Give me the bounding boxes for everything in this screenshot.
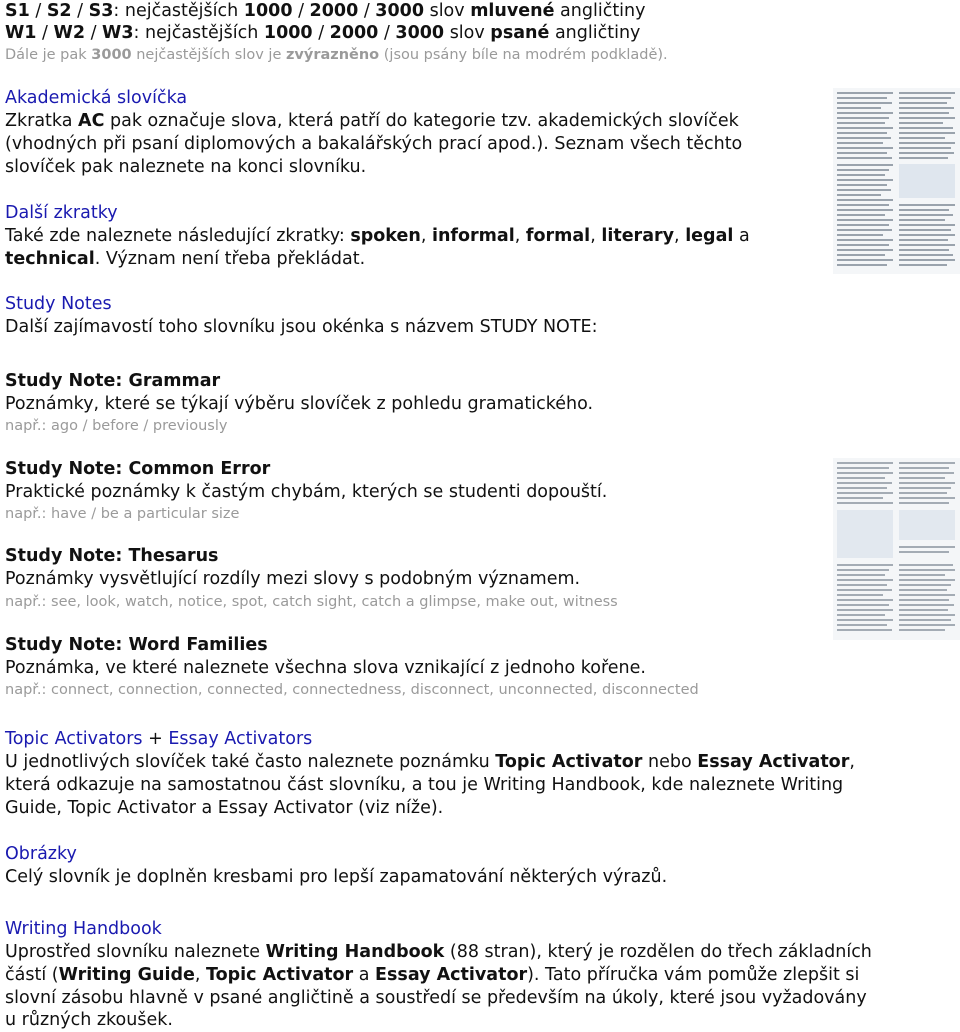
note-example: např.: see, look, watch, notice, spot, catch sight, catch a glimpse, make out, witness [5,594,618,610]
intro-line-written: W1 / W2 / W3: nejčastějších 1000 / 2000 / 3000 slov psané angličtiny [5,23,641,43]
handbook-text-line: částí (Writing Guide, Topic Activator a Essay Activator). Tato příručka vám pomůže zlepšit si [5,965,860,985]
abbrev-text-line: Také zde naleznete následující zkratky: spoken, informal, formal, literary, legal a [5,226,750,246]
note-desc: Poznámky vysvětlující rozdíly mezi slovy s podobným významem. [5,569,581,589]
dictionary-page-thumbnail [833,458,960,640]
handbook-text-line: u různých zkoušek. [5,1010,173,1030]
topic-activators-heading: Topic Activators + Essay Activators [5,729,313,749]
abbrev-text-line: technical. Význam není třeba překládat. [5,249,366,269]
note-title-common-error: Study Note: Common Error [5,459,271,479]
abbrev-heading: Další zkratky [5,203,118,223]
writing-handbook-heading: Writing Handbook [5,919,162,939]
dictionary-page-image [833,88,960,274]
topic-text-line: Guide, Topic Activator a Essay Activator (viz níže). [5,798,444,818]
note-example: např.: have / be a particular size [5,506,240,522]
handbook-text-line: Uprostřed slovníku naleznete Writing Handbook (88 stran), který je rozdělen do třech základních [5,942,872,962]
note-title-word-families: Study Note: Word Families [5,635,268,655]
handbook-text-line: slovní zásobu hlavně v psané angličtině a soustředí se především na úkoly, které jsou vyžadovány [5,988,867,1008]
topic-text-line: U jednotlivých slovíček také často naleznete poznámku Topic Activator nebo Essay Activator, [5,752,855,772]
academic-text-line: slovíček pak naleznete na konci slovníku. [5,157,367,177]
note-desc: Poznámka, ve které naleznete všechna slova vznikající z jednoho kořene. [5,658,646,678]
intro-line-highlight: Dále je pak 3000 nejčastějších slov je zvýrazněno (jsou psány bíle na modrém podkladě). [5,47,668,63]
pictures-heading: Obrázky [5,844,77,864]
pictures-text: Celý slovník je doplněn kresbami pro lepší zapamatování některých výrazů. [5,867,668,887]
academic-heading: Akademická slovíčka [5,88,188,108]
study-notes-text: Další zajímavostí toho slovníku jsou okénka s názvem STUDY NOTE: [5,317,598,337]
note-title-thesaurus: Study Note: Thesarus [5,546,219,566]
note-desc: Praktické poznámky k častým chybám, kterých se studenti dopouští. [5,482,608,502]
note-example: např.: ago / before / previously [5,418,228,434]
note-desc: Poznámky, které se týkají výběru slovíček z pohledu gramatického. [5,394,594,414]
dictionary-page-image [833,458,960,640]
dictionary-page-thumbnail [833,88,960,274]
note-title-grammar: Study Note: Grammar [5,371,221,391]
academic-text-line: Zkratka AC pak označuje slova, která patří do kategorie tzv. akademických slovíček [5,111,739,131]
intro-line-spoken: S1 / S2 / S3: nejčastějších 1000 / 2000 / 3000 slov mluvené angličtiny [5,1,646,21]
topic-text-line: která odkazuje na samostatnou část slovníku, a tou je Writing Handbook, kde naleznete Writing [5,775,844,795]
note-example: např.: connect, connection, connected, connectedness, disconnect, unconnected, disconnected [5,682,699,698]
academic-text-line: (vhodných při psaní diplomových a bakalářských prací apod.). Seznam všech těchto [5,134,743,154]
study-notes-heading: Study Notes [5,294,112,314]
